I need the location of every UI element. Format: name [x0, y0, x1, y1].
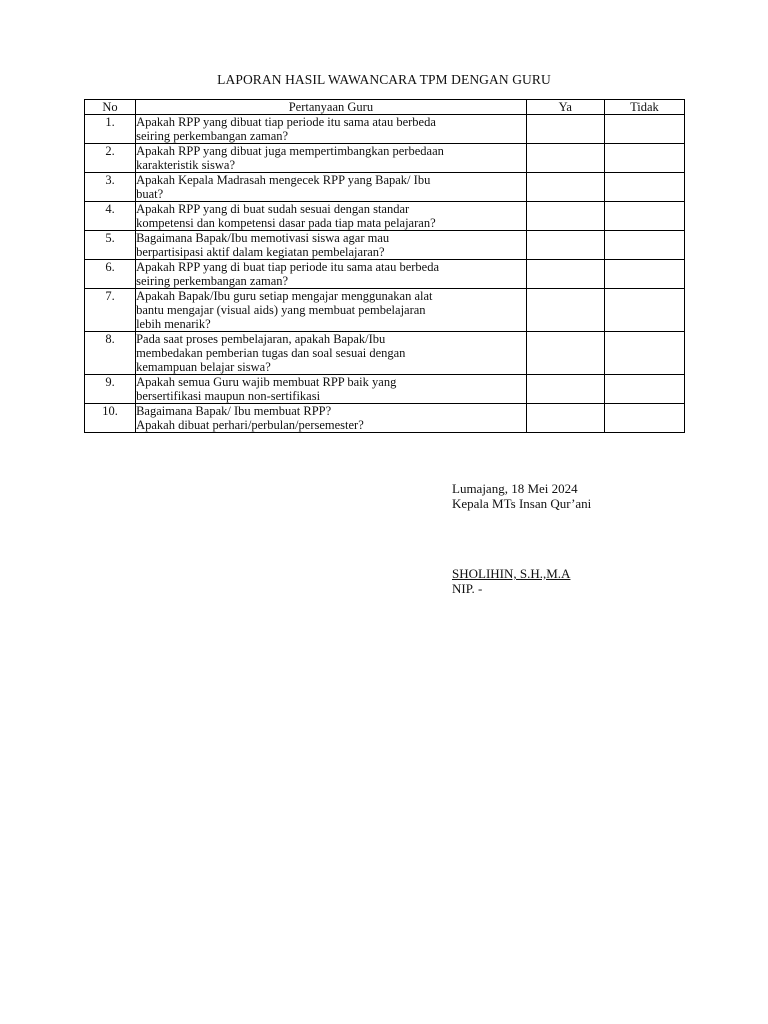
- table-row: [85, 375, 685, 404]
- question-line: bantu mengajar (visual aids) yang membuat pembelajaran: [136, 303, 426, 317]
- question-line: Bagaimana Bapak/ Ibu membuat RPP?: [136, 404, 332, 418]
- row-number: 9.: [85, 375, 136, 404]
- question-cell: [136, 115, 527, 144]
- answer-ya-cell[interactable]: [526, 375, 604, 404]
- question-cell: [136, 404, 527, 433]
- question-line: Apakah RPP yang dibuat juga mempertimbangkan perbedaan: [136, 144, 444, 158]
- row-number: 4.: [85, 202, 136, 231]
- answer-tidak-cell[interactable]: [604, 289, 684, 332]
- header-tidak: Tidak: [604, 100, 684, 115]
- question-line: Apakah RPP yang di buat sudah sesuai dengan standar: [136, 202, 410, 216]
- answer-tidak-cell[interactable]: [604, 375, 684, 404]
- signature-position: Kepala MTs Insan Qur’ani: [452, 496, 592, 511]
- table-row: [85, 289, 685, 332]
- table-row: [85, 332, 685, 375]
- question-line: seiring perkembangan zaman?: [136, 274, 289, 288]
- answer-tidak-cell[interactable]: [604, 404, 684, 433]
- question-line: karakteristik siswa?: [136, 158, 236, 172]
- question-cell: [136, 202, 527, 231]
- header-no: No: [85, 100, 136, 115]
- header-ya: Ya: [526, 100, 604, 115]
- row-number: 10.: [85, 404, 136, 433]
- answer-ya-cell[interactable]: [526, 144, 604, 173]
- question-line: kemampuan belajar siswa?: [136, 360, 271, 374]
- question-line: Pada saat proses pembelajaran, apakah Bapak/Ibu: [136, 332, 386, 346]
- question-cell: [136, 144, 527, 173]
- answer-ya-cell[interactable]: [526, 260, 604, 289]
- signature-nip: NIP. -: [452, 581, 483, 596]
- question-line: buat?: [136, 187, 164, 201]
- question-line: Apakah dibuat perhari/perbulan/persemester?: [136, 418, 364, 432]
- answer-ya-cell[interactable]: [526, 231, 604, 260]
- table-row: [85, 144, 685, 173]
- row-number: 1.: [85, 115, 136, 144]
- question-cell: [136, 260, 527, 289]
- question-line: kompetensi dan kompetensi dasar pada tiap mata pelajaran?: [136, 216, 436, 230]
- question-line: berpartisipasi aktif dalam kegiatan pembelajaran?: [136, 245, 385, 259]
- document-title: LAPORAN HASIL WAWANCARA TPM DENGAN GURU: [217, 72, 551, 87]
- answer-ya-cell[interactable]: [526, 173, 604, 202]
- question-line: membedakan pemberian tugas dan soal sesuai dengan: [136, 346, 406, 360]
- question-line: bersertifikasi maupun non-sertifikasi: [136, 389, 321, 403]
- answer-ya-cell[interactable]: [526, 332, 604, 375]
- table-row: [85, 231, 685, 260]
- header-question: Pertanyaan Guru: [136, 100, 527, 115]
- answer-tidak-cell[interactable]: [604, 144, 684, 173]
- question-line: Apakah semua Guru wajib membuat RPP baik yang: [136, 375, 397, 389]
- row-number: 6.: [85, 260, 136, 289]
- row-number: 2.: [85, 144, 136, 173]
- row-number: 8.: [85, 332, 136, 375]
- table-row: [85, 173, 685, 202]
- answer-tidak-cell[interactable]: [604, 260, 684, 289]
- question-cell: [136, 332, 527, 375]
- answer-ya-cell[interactable]: [526, 202, 604, 231]
- table-row: [85, 202, 685, 231]
- answer-tidak-cell[interactable]: [604, 115, 684, 144]
- answer-tidak-cell[interactable]: [604, 173, 684, 202]
- table-row: [85, 260, 685, 289]
- question-cell: [136, 289, 527, 332]
- signature-place-date: Lumajang, 18 Mei 2024: [452, 481, 578, 496]
- table-row: [85, 404, 685, 433]
- question-line: Bagaimana Bapak/Ibu memotivasi siswa agar mau: [136, 231, 390, 245]
- row-number: 7.: [85, 289, 136, 332]
- table-row: [85, 115, 685, 144]
- question-cell: [136, 173, 527, 202]
- table-body: [85, 115, 685, 433]
- question-line: Apakah Kepala Madrasah mengecek RPP yang Bapak/ Ibu: [136, 173, 431, 187]
- answer-tidak-cell[interactable]: [604, 231, 684, 260]
- row-number: 5.: [85, 231, 136, 260]
- table-header-row: [85, 100, 685, 115]
- answer-ya-cell[interactable]: [526, 289, 604, 332]
- row-number: 3.: [85, 173, 136, 202]
- answer-ya-cell[interactable]: [526, 404, 604, 433]
- question-line: Apakah Bapak/Ibu guru setiap mengajar menggunakan alat: [136, 289, 433, 303]
- answer-ya-cell[interactable]: [526, 115, 604, 144]
- question-cell: [136, 231, 527, 260]
- answer-tidak-cell[interactable]: [604, 332, 684, 375]
- question-line: seiring perkembangan zaman?: [136, 129, 289, 143]
- question-line: Apakah RPP yang dibuat tiap periode itu sama atau berbeda: [136, 115, 436, 129]
- question-line: Apakah RPP yang di buat tiap periode itu sama atau berbeda: [136, 260, 440, 274]
- question-cell: [136, 375, 527, 404]
- interview-table: [84, 99, 685, 433]
- signature-name: SHOLIHIN, S.H.,M.A: [452, 566, 571, 581]
- answer-tidak-cell[interactable]: [604, 202, 684, 231]
- signature-block: [452, 481, 591, 596]
- question-line: lebih menarik?: [136, 317, 211, 331]
